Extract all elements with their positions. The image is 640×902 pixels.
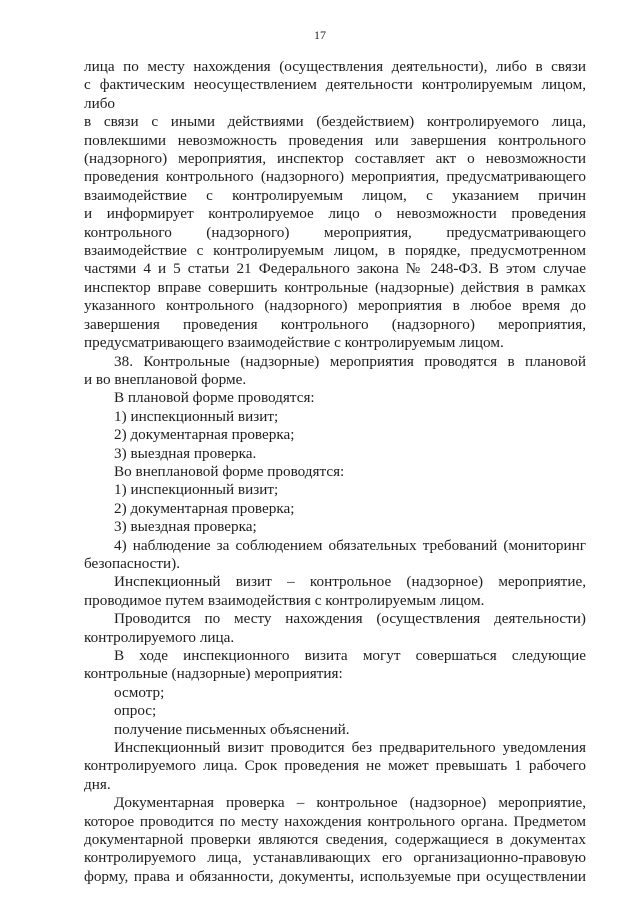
text-line: частями 4 и 5 статьи 21 Федерального закона № 248-ФЗ. В этом случае <box>84 260 586 278</box>
text-line: В ходе инспекционного визита могут совершаться следующие <box>114 647 586 664</box>
text-line: Проводится по месту нахождения (осуществления деятельности) <box>114 610 586 628</box>
text-line: и во внеплановой форме. <box>84 370 247 388</box>
text-line: (надзорного) мероприятия, инспектор составляет акт о невозможности <box>84 150 586 168</box>
text-line: в связи с иными действиями (бездействием) контролируемого лица, <box>84 113 586 131</box>
text-line: завершения проведения контрольного (надзорного) мероприятия, <box>84 315 586 333</box>
text-line: проведения контрольного (надзорного) мероприятия, предусматривающего <box>84 168 586 186</box>
text-line: 2) документарная проверка; <box>114 499 295 517</box>
text-line: взаимодействие с контролируемым лицом, в порядке, предусмотренном <box>84 242 586 260</box>
text-line: с фактическим неосуществлением деятельности контролируемым лицом, либо <box>84 76 586 112</box>
document-body <box>84 58 586 886</box>
text-line: безопасности). <box>84 554 181 572</box>
text-line: контрольного (надзорного) мероприятия, предусматривающего <box>84 223 586 241</box>
text-line: дня. <box>84 775 111 793</box>
text-line: Документарная проверка – контрольное (надзорное) мероприятие, <box>114 794 586 812</box>
text-line: проводимое путем взаимодействия с контролируемым лицом. <box>84 591 485 609</box>
text-line: 38. Контрольные (надзорные) мероприятия проводятся в плановой <box>114 352 586 370</box>
text-line: форму, права и обязанности, документы, используемые при осуществлении <box>84 867 586 885</box>
text-line: документарной проверки являются сведения, содержащиеся в документах <box>84 831 586 849</box>
text-line: получение письменных объяснений. <box>114 720 350 738</box>
text-line: контролируемого лица, устанавливающих его организационно-правовую <box>84 849 586 867</box>
text-line: Во внеплановой форме проводятся: <box>114 462 345 480</box>
text-line: 4) наблюдение за соблюдением обязательных требований (мониторинг <box>114 536 586 554</box>
page-number: 17 <box>314 28 326 42</box>
text-line: 3) выездная проверка; <box>114 518 257 536</box>
text-line: и информирует контролируемое лицо о невозможности проведения <box>84 205 586 223</box>
text-line: указанного контрольного (надзорного) мероприятия в любое время до <box>84 297 586 315</box>
text-line: контрольные (надзорные) мероприятия: <box>84 665 343 683</box>
text-line: 3) выездная проверка. <box>114 444 257 462</box>
text-line: повлекшими невозможность проведения или завершения контрольного <box>84 131 586 149</box>
text-line: предусматривающего взаимодействие с контролируемым лицом. <box>84 334 504 352</box>
text-line: В плановой форме проводятся: <box>114 389 315 407</box>
text-line: которое проводится по месту нахождения контрольного органа. Предметом <box>84 812 586 830</box>
text-line: взаимодействие с контролируемым лицом, с указанием причин <box>84 186 586 204</box>
text-line: инспектор вправе совершить контрольные (надзорные) действия в рамках <box>84 278 586 296</box>
text-line: контролируемого лица. Срок проведения не может превышать 1 рабочего <box>84 757 586 775</box>
text-line: Инспекционный визит проводится без предварительного уведомления <box>114 739 586 757</box>
text-line: осмотр; <box>114 683 165 701</box>
text-line: контролируемого лица. <box>84 628 235 646</box>
text-line: опрос; <box>114 702 157 720</box>
text-line: Инспекционный визит – контрольное (надзорное) мероприятие, <box>114 573 586 591</box>
text-line: 1) инспекционный визит; <box>114 481 279 499</box>
text-line: лица по месту нахождения (осуществления деятельности), либо в связи <box>84 58 586 75</box>
text-line: 1) инспекционный визит; <box>114 407 279 425</box>
text-line: 2) документарная проверка; <box>114 426 295 444</box>
